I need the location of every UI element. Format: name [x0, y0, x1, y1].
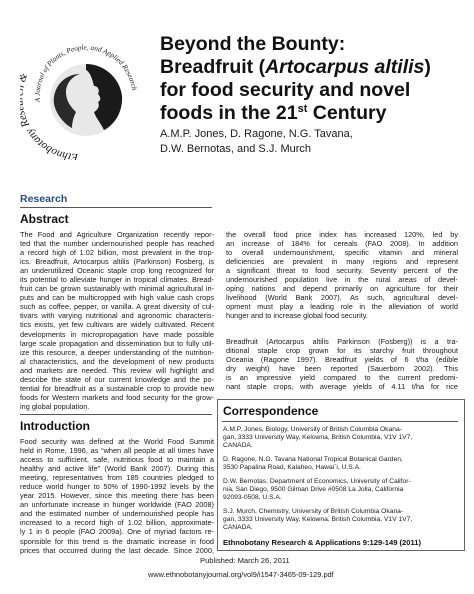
- title-line-4-pre: foods in the 21: [160, 102, 298, 124]
- text-line: hunger and to increase global food security.: [226, 311, 368, 321]
- authors-line-2: D.W. Bernotas, and S.J. Murch: [160, 143, 312, 155]
- text-line: large scale propagation and dissemination but to fully util-: [20, 338, 214, 348]
- correspondence-line: 92093-0508, U.S.A.: [223, 494, 282, 502]
- correspondence-line: CANADA.: [223, 442, 253, 450]
- text-line: such as coffee, pepper, or vanilla. A great diversity of cul-: [20, 302, 214, 312]
- text-line: Breadfruit (Artocarpus altilis Parkinson (Fosberg)) is a tra-: [226, 337, 458, 346]
- correspondence-line: CANADA.: [223, 524, 253, 532]
- correspondence-line: D. Ragone, N.G. Tavana National Tropical Botanical Garden,: [223, 456, 403, 463]
- text-line: and the estimated number of undernourished people has: [20, 509, 214, 519]
- text-line: access to sufficient, safe, nutritious food to maintain a: [20, 455, 214, 465]
- text-line: opment must play a leading role in the alleviation of world: [226, 302, 458, 312]
- text-line: puts and can be multicropped with high value cash crops: [20, 293, 214, 303]
- title-line-4-post: Century: [307, 102, 387, 124]
- text-line: ted that the number undernourished people has reached: [20, 239, 214, 249]
- published-date: Published: March 26, 2011: [200, 556, 290, 565]
- text-line: developments in micropropagation have made possible: [20, 329, 214, 339]
- text-line: tics exists, yet few cultivars are widely cultivated. Recent: [20, 320, 214, 330]
- journal-citation: Ethnobotany Research & Applications 9:129-149 (2011): [223, 538, 422, 547]
- abstract-body: [20, 230, 214, 411]
- text-line: sponsible for this trend is the dramatic increase in food: [20, 536, 214, 546]
- text-line: ing global population.: [20, 401, 90, 411]
- text-line: foods for Western markets and food security for the grow-: [20, 392, 214, 402]
- correspondence-line: S.J. Murch, Chemistry, University of British Columbia Okana-: [223, 508, 404, 515]
- title-line-1: Beyond the Bounty:: [160, 33, 346, 55]
- correspondence-line: gan, 3333 University Way, Kelowna, British Columbia, V1V 1V7,: [223, 516, 413, 524]
- correspondence-heading: Correspondence: [223, 404, 319, 418]
- text-line: Oceania (Ragone 1997). Breadfruit yields of 6 t/ha (edible: [226, 355, 458, 365]
- right-column-paragraph-2: [226, 337, 458, 391]
- correspondence-line: 3530 Papalina Road, Kalaheo, Hawai`i, U.S.A.: [223, 464, 361, 472]
- logo-name-text: Ethnobotany: [23, 125, 79, 160]
- correspondence-line: gan, 3333 University Way, Kelowna, British Columbia, V1V 1V7,: [223, 434, 413, 442]
- text-line: the overall food price index has increased 120%, led by: [226, 230, 458, 239]
- text-line: dry weight) have been reported (Sauerborn 2002). This: [226, 364, 458, 374]
- text-line: oping nations and depend primarily on agriculture for their: [226, 284, 458, 294]
- text-line: ize this resource, a deeper understanding of the nutrition-: [20, 347, 214, 357]
- title-line-2-pre: Breadfruit (: [160, 56, 266, 78]
- correspondence-entry: [223, 508, 455, 533]
- title-line-3: for food security and novel: [160, 79, 411, 101]
- abstract-heading: Abstract: [20, 212, 69, 226]
- correspondence-line: D.W. Bernotas, Department of Economics, University of Califor-: [223, 478, 411, 485]
- divider: [20, 207, 212, 208]
- title-line-4: [160, 102, 460, 125]
- introduction-body: [20, 437, 214, 555]
- text-line: fruit can be grown sustainably with minimal agricultural in-: [20, 284, 214, 294]
- correspondence-entry: [223, 426, 455, 451]
- text-line: an unfortunate increase in hunger worldwide (FAO 2008): [20, 500, 214, 510]
- divider: [222, 421, 458, 422]
- text-line: reduce world hunger to 50% of 1990-1992 levels by the: [20, 482, 214, 492]
- article-url[interactable]: www.ethnobotanyjournal.org/vol9/i1547-3465-09-129.pdf: [148, 570, 334, 579]
- title-line-2: [160, 56, 460, 79]
- title-species: Artocarpus altilis: [265, 56, 425, 78]
- authors-line-1: A.M.P. Jones, D. Ragone, N.G. Tavana,: [160, 128, 353, 140]
- title-line-2-post: ): [424, 56, 431, 78]
- text-line: increased to a record high of 1.02 billion, approximate-: [20, 518, 214, 528]
- text-line: meeting, representatives from 185 countries pledged to: [20, 473, 214, 483]
- right-column-paragraph-1: [226, 230, 458, 320]
- text-line: a significant threat to food security. Seventy percent of the: [226, 266, 458, 276]
- text-line: a record high of 1.02 billion, most prevalent in the trop-: [20, 248, 214, 258]
- text-line: livelihood (World Bank 2007). As such, agricultural devel-: [226, 293, 458, 303]
- text-line: describe the state of our current knowledge and the po-: [20, 374, 214, 384]
- author-list: [160, 127, 460, 157]
- text-line: to overall undernourishment, specific vitamin and mineral: [226, 248, 458, 258]
- correspondence-line: nia, San Diego, 9500 Gilman Drive #0508 La Jolla, California: [223, 486, 404, 494]
- text-line: The Food and Agriculture Organization recently repor-: [20, 230, 214, 239]
- text-line: an underutilized Oceanic staple crop long recognized for: [20, 266, 214, 276]
- text-line: al characteristics, and the development of new products: [20, 356, 214, 366]
- text-line: ly 1 in 6 people (FAO 2009a). One of myriad factors re-: [20, 527, 214, 537]
- text-line: undernourished population live in the rural areas of devel-: [226, 275, 458, 285]
- section-tag: Research: [20, 193, 68, 205]
- article-title: [160, 33, 460, 125]
- text-line: year 2015. However, since this meeting there has been: [20, 491, 214, 501]
- text-line: healthy and active life” (World Bank 2007). During this: [20, 464, 214, 474]
- correspondence-entry: [223, 478, 455, 503]
- text-line: and markets are needed. This review will highlight and: [20, 365, 214, 375]
- divider: [20, 414, 212, 415]
- text-line: held in Rome, 1996, as “when all people at all times have: [20, 446, 214, 456]
- text-line: prices that occurred during the last decade. Since 2000,: [20, 545, 214, 555]
- text-line: ditional staple crop grown for its starchy fruit throughout: [226, 346, 458, 356]
- text-line: deficiencies are prevalent in many regions and represent: [226, 257, 458, 267]
- text-line: an increase of 184% for cereals (FAO 2008). In addition: [226, 239, 458, 249]
- text-line: Food security was defined at the World Food Summit: [20, 437, 214, 446]
- logo-arc-text: A Journal of Plants, People, and Applied Research: [33, 43, 139, 103]
- correspondence-entry: [223, 456, 455, 472]
- title-superscript: st: [297, 103, 308, 115]
- introduction-heading: Introduction: [20, 419, 90, 433]
- text-line: ics. Breadfruit, Artocarpus altilis (Parkinson) Fosberg, is: [20, 257, 214, 267]
- correspondence-line: A.M.P. Jones, Biology, University of British Columbia Okana-: [223, 426, 402, 433]
- text-line: its potential to alleviate hunger in tropical climates. Bread-: [20, 275, 214, 285]
- text-line: nant staple crops, with average yields of 4.11 t/ha for rice: [226, 382, 458, 392]
- text-line: tential for breadfruit as a sustainable crop to provide new: [20, 383, 214, 393]
- text-line: is an impressive yield compared to the current predomi-: [226, 373, 458, 383]
- text-line: tivars with varying nutritional and agronomic characteris-: [20, 311, 214, 321]
- journal-logo: [20, 30, 150, 160]
